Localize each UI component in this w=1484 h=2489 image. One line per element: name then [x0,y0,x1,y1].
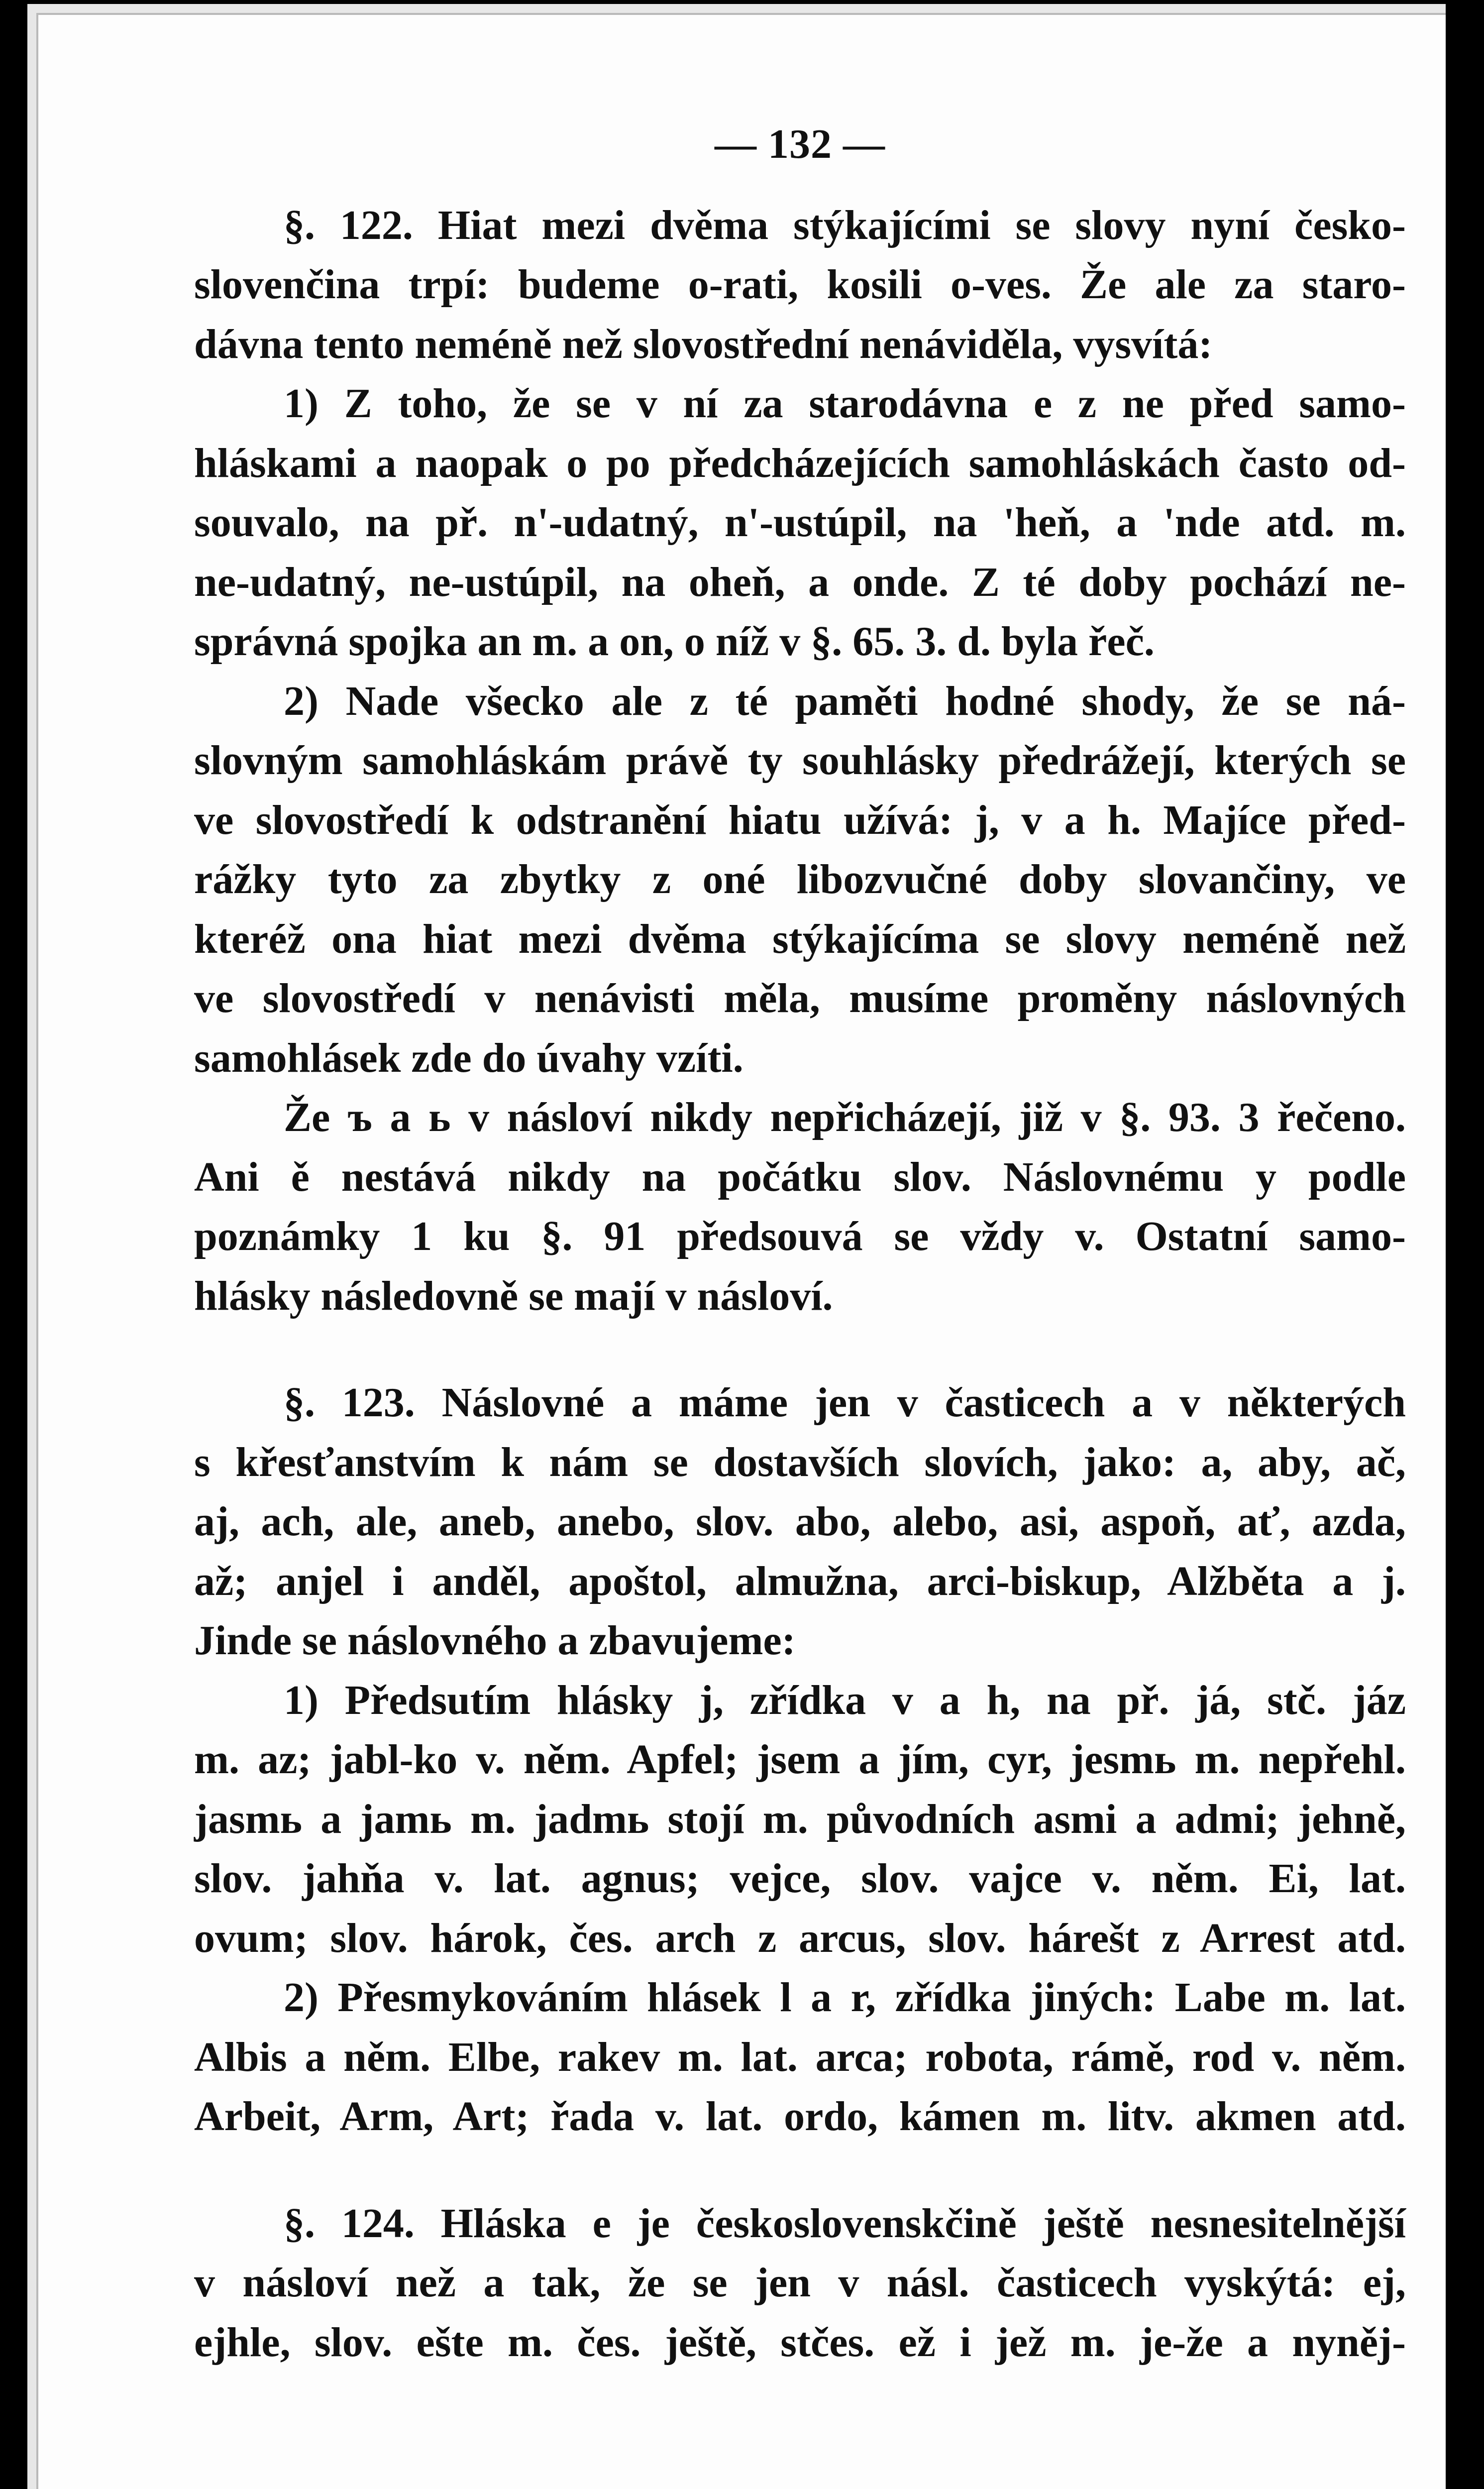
text-line: Albis a něm. Elbe, rakev m. lat. arca; robota, rámě, rod v. něm. [194,2034,1406,2080]
text-line: dávna tento neméně než slovostřední nenáviděla, vysvítá: [194,321,1213,367]
text-line: v násloví než a tak, že se jen v násl. časticech vyskýtá: ej, [194,2260,1406,2306]
text-line: m. az; jabl-ko v. něm. Apfel; jsem a jím, cyr, jesmь m. nepřehl. [194,1736,1406,1783]
text-line: Arbeit, Arm, Art; řada v. lat. ordo, kámen m. litv. akmen atd. [194,2093,1406,2140]
text-line: slovenčina trpí: budeme o-rati, kosili o-ves. Že ale za staro- [194,261,1406,308]
scan-border [1446,0,1484,2489]
text-line: ovum; slov. hárok, čes. arch z arcus, slov. hárešt z Arrest atd. [194,1915,1406,1961]
text-line: ejhle, slov. ešte m. čes. ještě, stčes. ež i jež m. je-že a nyněj- [194,2319,1406,2366]
text-line: ve slovostředí k odstranění hiatu užívá: j, v a h. Majíce před- [194,796,1406,843]
text-line: slovným samohláskám právě ty souhlásky předrážejí, kterých se [194,737,1406,784]
text-line: kteréž ona hiat mezi dvěma stýkajícíma se slovy neméně než [194,915,1406,962]
text-line: ne-udatný, ne-ustúpil, na oheň, a onde. Z té doby pochází ne- [194,559,1406,605]
text-line: §. 123. Náslovné a máme jen v časticech a v některých [284,1379,1406,1426]
text-line: 2) Přesmykováním hlásek l a r, zřídka jiných: Labe m. lat. [284,1974,1406,2021]
text-line: jasmь a jamь m. jadmь stojí m. původních asmi a admi; jehně, [194,1796,1406,1842]
text-line: 1) Z toho, že se v ní za starodávna e z ne před samo- [284,380,1406,427]
text-line: hláskami a naopak o po předcházejících samohláskách často od- [194,440,1406,486]
text-line: souvalo, na př. n'-udatný, n'-ustúpil, na 'heň, a 'nde atd. m. [194,499,1406,546]
page-text [194,114,1406,2372]
text-line: ve slovostředí v nenávisti měla, musíme proměny náslovných [194,975,1406,1021]
text-line: §. 122. Hiat mezi dvěma stýkajícími se slovy nyní česko- [284,202,1406,248]
text-line: aj, ach, ale, aneb, anebo, slov. abo, alebo, asi, aspoň, ať, azda, [194,1498,1406,1545]
text-line: hlásky následovně se mají v násloví. [194,1272,833,1319]
text-line: až; anjel i anděl, apoštol, almužna, arci-biskup, Alžběta a j. [194,1558,1406,1604]
text-line: s křesťanstvím k nám se dostavších slovích, jako: a, aby, ač, [194,1439,1406,1485]
text-line: Jinde se náslovného a zbavujeme: [194,1617,796,1664]
section-122 [194,196,1406,1326]
text-line: poznámky 1 ku §. 91 předsouvá se vždy v. Ostatní samo- [194,1213,1406,1259]
section-124 [194,2194,1406,2373]
text-line: správná spojka an m. a on, o níž v §. 65. 3. d. byla řeč. [194,618,1155,665]
section-123 [194,1373,1406,2147]
text-line: Že ъ a ь v násloví nikdy nepřicházejí, již v §. 93. 3 řečeno. [284,1094,1406,1140]
text-line: slov. jahňa v. lat. agnus; vejce, slov. vajce v. něm. Ei, lat. [194,1855,1406,1902]
text-line: §. 124. Hláska e je československčině ještě nesnesitelnější [284,2200,1406,2247]
page-number: — 132 — [715,121,885,167]
text-line: rážky tyto za zbytky z oné libozvučné doby slovančiny, ve [194,856,1406,903]
text-line: 2) Nade všecko ale z té paměti hodné shody, že se ná- [284,678,1406,724]
text-line: 1) Předsutím hlásky j, zřídka v a h, na př. já, stč. jáz [284,1677,1406,1723]
text-line: Ani ě nestává nikdy na počátku slov. Náslovnému y podle [194,1153,1406,1200]
text-line: samohlásek zde do úvahy vzíti. [194,1034,743,1081]
